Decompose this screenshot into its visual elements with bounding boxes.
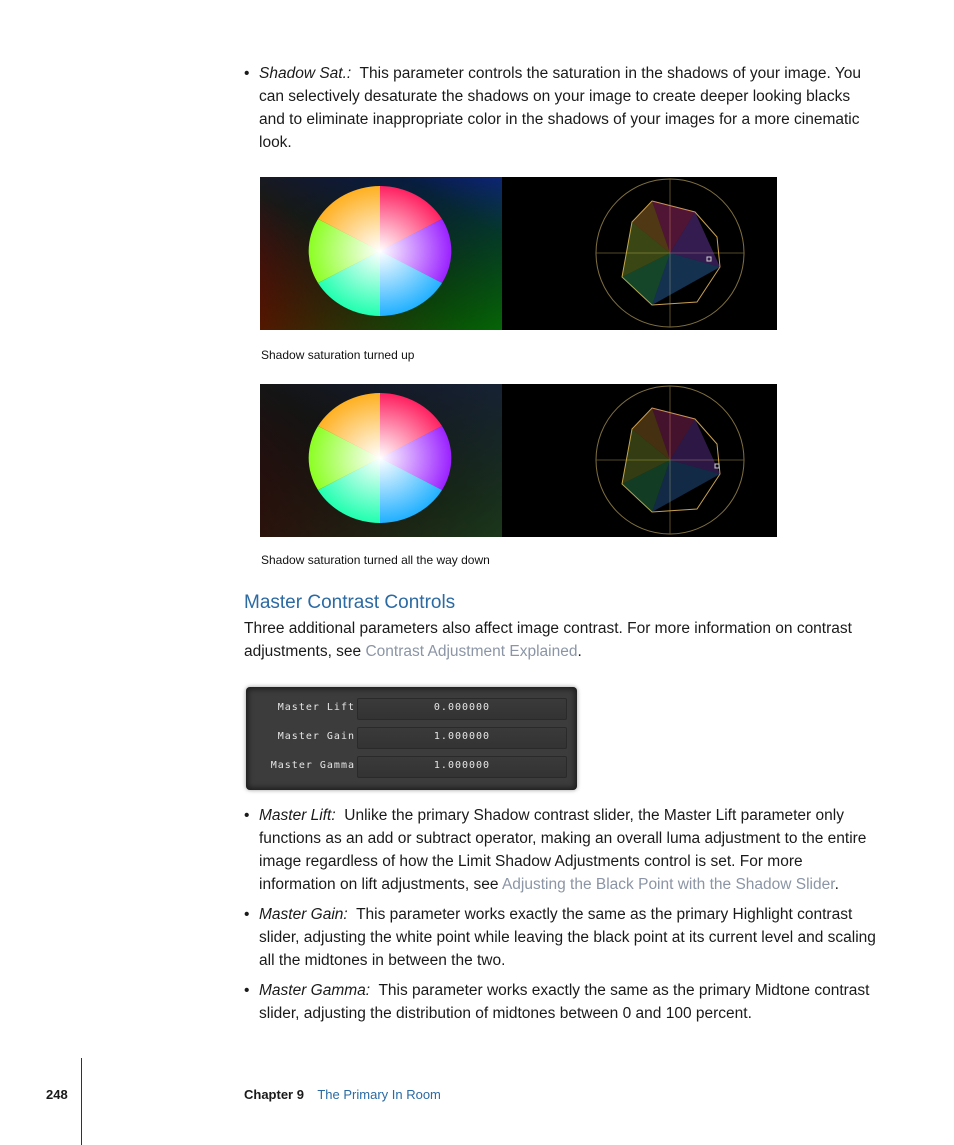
vectorscope-image: [502, 177, 777, 330]
chapter-title-link[interactable]: The Primary In Room: [317, 1087, 441, 1102]
color-wheel-image: [260, 177, 502, 330]
master-contrast-panel: [246, 687, 577, 790]
bullet-text: This parameter controls the saturation in the shadows of your image. You can selectively desaturate the shadows on your image to create deeper looking blacks and to eliminate inappropriate color in the shadows of your images for a more cinematic look.: [259, 65, 861, 151]
master-lift-field[interactable]: [357, 698, 567, 720]
intro-text: Three additional parameters also affect image contrast. For more information on contrast adjustments, see: [244, 620, 852, 660]
bullet-term: Shadow Sat.:: [259, 65, 352, 82]
bullet-dot: •: [244, 906, 250, 923]
bullet-dot: •: [244, 65, 250, 82]
figure-shadow-sat-down: [260, 384, 777, 537]
vectorscope-image: [502, 384, 777, 537]
bullet-text-end: .: [834, 876, 839, 893]
color-wheel-image: [260, 384, 502, 537]
hue-wheel: [308, 393, 452, 523]
bullet-text: Unlike the primary Shadow contrast slider, the Master Lift parameter only functions as an add or subtract operator, making an overall luma adjustment to the entire image regardless of how the Limit Shadow Adjustments control is set. For more information on lift adjustments, see: [259, 807, 867, 893]
black-point-link[interactable]: Adjusting the Black Point with the Shadow Slider: [501, 876, 835, 893]
master-gain-value: 1.000000: [433, 731, 491, 742]
intro-end: .: [577, 643, 582, 660]
figure-shadow-sat-up: [260, 177, 777, 330]
master-lift-row: [246, 698, 577, 720]
bullet-text: This parameter works exactly the same as the primary Midtone contrast slider, adjusting the distribution of midtones between 0 and 100 percent.: [259, 982, 870, 1022]
hue-wheel: [308, 186, 452, 316]
bullet-text: This parameter works exactly the same as the primary Highlight contrast slider, adjusting the white point while leaving the black point at its current level and scaling all the midtones in between the two.: [259, 906, 876, 969]
footer-divider: [81, 1058, 82, 1145]
bullet-master-gain: [244, 903, 879, 972]
master-lift-label: Master Lift: [277, 702, 355, 713]
bullet-master-gamma: [244, 979, 879, 1025]
figure-caption: Shadow saturation turned all the way down: [261, 553, 490, 567]
contrast-adjustment-link[interactable]: Contrast Adjustment Explained: [365, 643, 578, 660]
master-gamma-row: [246, 756, 577, 778]
bullet-shadow-sat: [244, 62, 879, 154]
bullet-dot: •: [244, 982, 250, 999]
chapter-label: Chapter 9: [244, 1087, 304, 1102]
master-gamma-label: Master Gamma: [270, 760, 355, 771]
bullet-master-lift: [244, 804, 879, 896]
footer-chapter: [244, 1087, 441, 1102]
section-intro: [244, 617, 884, 663]
bullet-term: Master Gain:: [259, 906, 348, 923]
master-gamma-value: 1.000000: [433, 760, 491, 771]
master-gain-row: [246, 727, 577, 749]
master-lift-value: 0.000000: [433, 702, 491, 713]
master-gamma-field[interactable]: [357, 756, 567, 778]
bullet-term: Master Lift:: [259, 807, 336, 824]
master-gain-field[interactable]: [357, 727, 567, 749]
figure-caption: Shadow saturation turned up: [261, 348, 415, 362]
bullet-term: Master Gamma:: [259, 982, 371, 999]
section-heading: Master Contrast Controls: [244, 592, 456, 613]
master-gain-label: Master Gain: [277, 731, 355, 742]
page-number: 248: [46, 1087, 68, 1102]
bullet-dot: •: [244, 807, 250, 824]
